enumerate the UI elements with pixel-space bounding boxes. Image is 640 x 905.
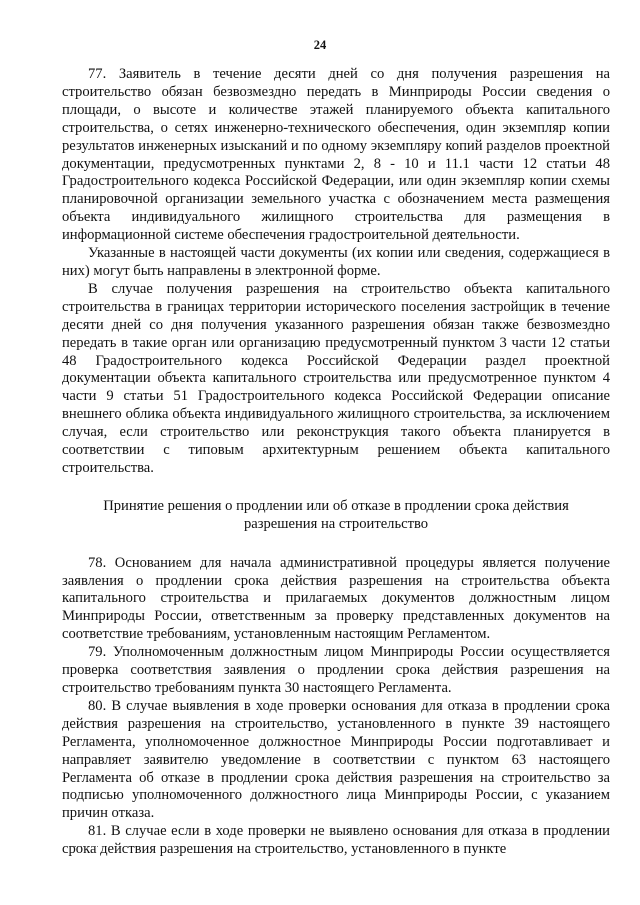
paragraph-81: 81. В случае если в ходе проверки не выявлено основания для отказа в продлении срока действия разрешения на строительство, установленного в пункте [62, 823, 610, 858]
page-number: 24 [313, 38, 327, 52]
section-heading [62, 498, 610, 534]
paragraph-77: 77. Заявитель в течение десяти дней со дня получения разрешения на строительство обязан безвозмездно передать в Минприроды России сведения о площади, о высоте и количестве этажей планируемого объекта капитального строительства, о сетях инженерно-технического обеспечения, один экземпляр копии результатов инженерных изысканий и по одному экземпляру копий разделов проектной документации, предусмотренных пунктами 2, 8 - 10 и 11.1 части 12 статьи 48 Градостроительного кодекса Российской Федерации, или один экземпляр копии схемы планировочной организации земельного участка с обозначением места размещения объекта индивидуального жилищного строительства для размещения в информационной системе обеспечения градостроительной деятельности. [62, 66, 610, 244]
paragraph-78: 78. Основанием для начала административной процедуры является получение заявления о продлении срока действия разрешения на строительства объекта капитального строительства и прилагаемых документов должностным лицом Минприроды России, ответственным за проверку представленных документов на соответствие требованиям, установленным настоящим Регламентом. [62, 554, 610, 643]
paragraph-79: 79. Уполномоченным должностным лицом Минприроды России осуществляется проверка соответствия заявления о продлении срока действия разрешения на строительство требованиям пункта 30 настоящего Регламента. [62, 644, 610, 696]
paragraph-80: 80. В случае выявления в ходе проверки основания для отказа в продлении срока действия разрешения на строительство, установленного в пункте 39 настоящего Регламента, уполномоченное должностное Минприроды России подготавливает и направляет заявителю уведомление в соответствии с пунктом 63 настоящего Регламента об отказе в продлении срока действия разрешения на строительство за подписью уполномоченного должностного лица Минприроды России, с указанием причин отказа. [62, 697, 610, 822]
section-heading-line-1: Принятие решения о продлении или об отказе в продлении срока действия [103, 497, 569, 514]
document-body [62, 66, 610, 859]
paragraph-77-electronic-form: Указанные в настоящей части документы (их копии или сведения, содержащиеся в них) могут быть направлены в электронной форме. [62, 245, 610, 279]
scan-artifact [74, 846, 98, 849]
section-heading-line-2: разрешения на строительство [243, 515, 429, 532]
paragraph-77-historical-settlement: В случае получения разрешения на строительство объекта капитального строительства в границах территории исторического поселения застройщик в течение десяти дней со дня получения указанного разрешения обязан также безвозмездно передать в такие орган или организацию предусмотренный пунктом 3 части 12 статьи 48 Градостроительного кодекса Российской Федерации раздел проектной документации объекта капитального строительства или предусмотренное пунктом 4 части 9 статьи 51 Градостроительного кодекса Российской Федерации описание внешнего облика объекта индивидуального жилищного строительства, за исключением случая, если строительство или реконструкция такого объекта планируется в соответствии с типовым архитектурным решением объекта капитального строительства. [62, 280, 610, 476]
